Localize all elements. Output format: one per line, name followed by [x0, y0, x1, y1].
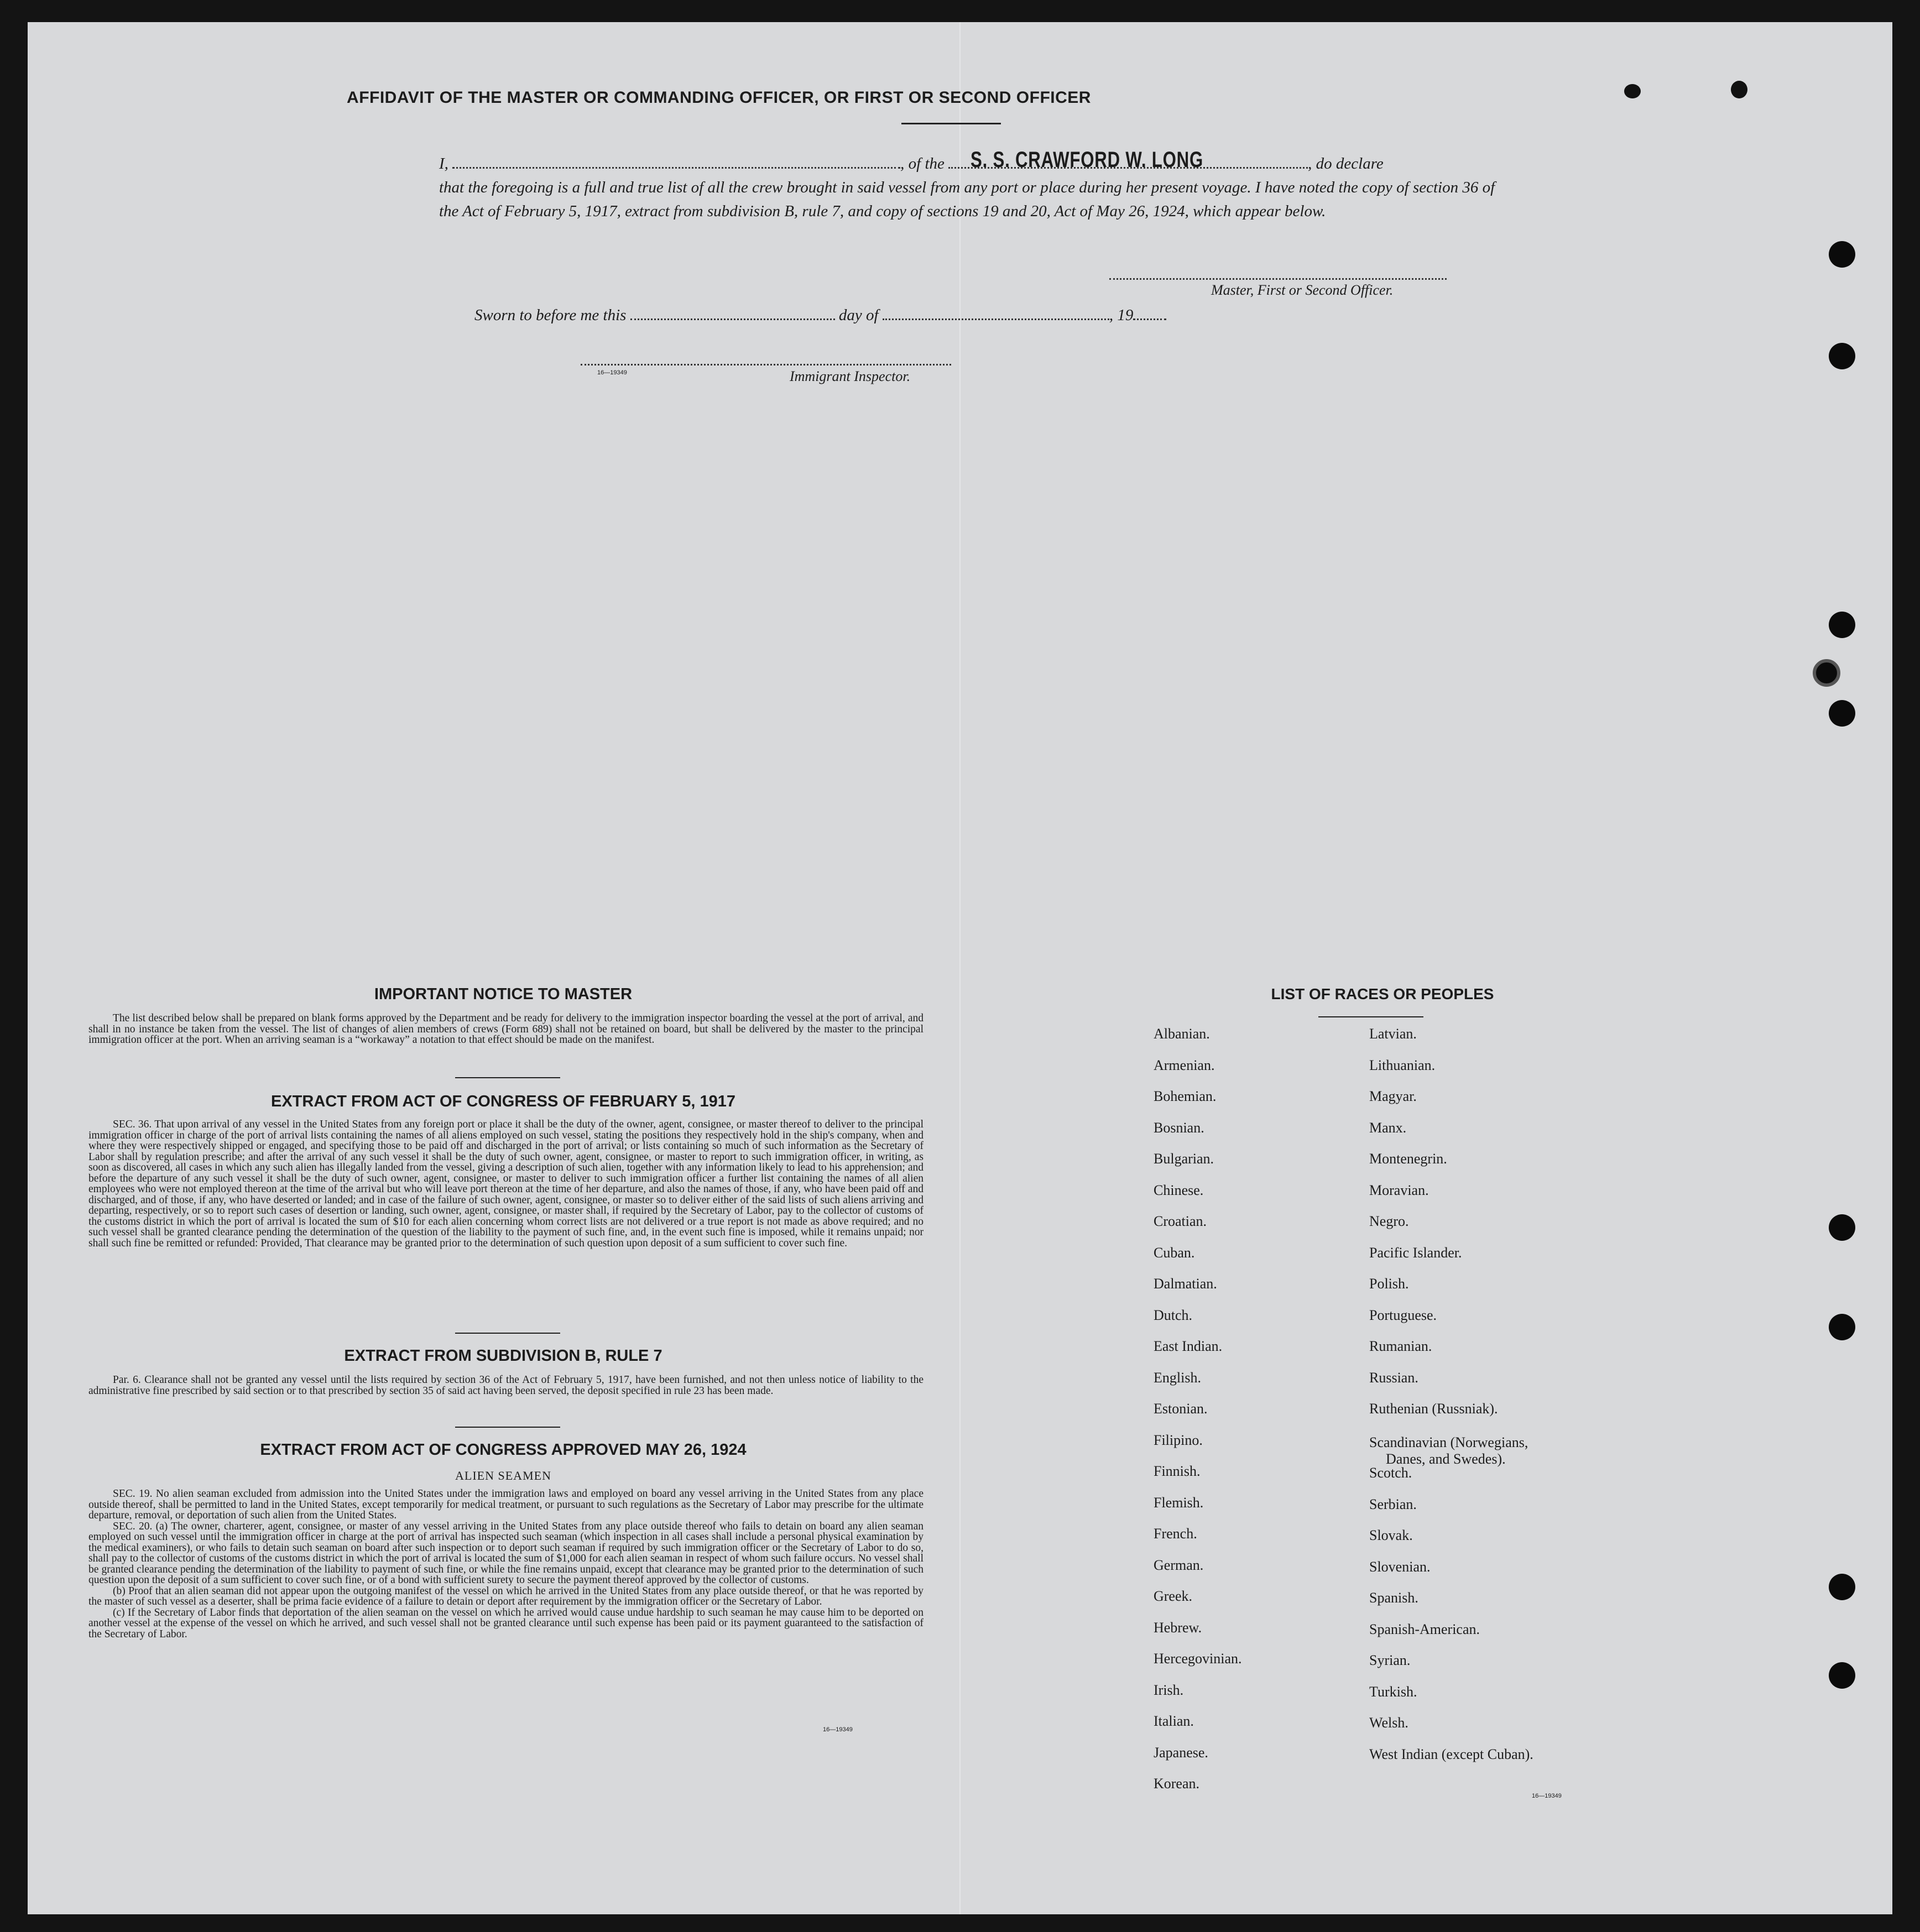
races-title: LIST OF RACES OR PEOPLES: [1271, 985, 1494, 1002]
race-item: Chinese.: [1154, 1182, 1204, 1198]
race-item: Estonian.: [1154, 1401, 1208, 1417]
race-item: Magyar.: [1369, 1088, 1417, 1104]
extract-1917-text: [88, 1119, 924, 1249]
race-item: Flemish.: [1154, 1495, 1204, 1511]
affidavit-body: that the foregoing is a full and true list of all the crew brought in said vessel from any port or place during her present voyage. I have noted the copy of section 36 of the Act of February 5, 1917, extract from subdivision B, rule 7, and copy of sections 19 and 20, Act of May 26, 1924, which appear below.: [439, 179, 1495, 220]
race-item: Finnish.: [1154, 1463, 1201, 1479]
day-of-label: day of: [838, 306, 879, 324]
race-item: Polish.: [1369, 1276, 1409, 1292]
name-field[interactable]: [452, 167, 900, 169]
sec20c-paragraph: (c) If the Secretary of Labor finds that deportation of the alien seaman on the vessel on which he arrived would cause undue hardship to such seaman he may cause him to be deported on another vessel at the expense of the vessel on which he arrived, and such vessel shall not be granted clearance until such expense has been paid or its payment guaranteed to the satisfaction of the Secretary of Labor.: [88, 1606, 924, 1640]
race-item: Slovak.: [1369, 1527, 1413, 1543]
vessel-stamp: S. S. CRAWFORD W. LONG: [971, 148, 1204, 172]
race-item: Bohemian.: [1154, 1088, 1217, 1104]
race-item: Manx.: [1369, 1120, 1407, 1136]
declaration-line: [439, 148, 1501, 176]
race-item: Dutch.: [1154, 1307, 1193, 1323]
sec20b-paragraph: (b) Proof that an alien seaman did not appear upon the outgoing manifest of the vessel on which he arrived in the United States from any place outside thereof, or that he was reported by the master of such vessel as a deserter, shall be prima facie evidence of a failure to detain or deport after requirement by the immigration officer or the Secretary of Labor.: [88, 1585, 924, 1607]
race-item: Albanian.: [1154, 1026, 1210, 1042]
race-item: Scotch.: [1369, 1465, 1412, 1481]
of-the-label: , of the: [900, 155, 945, 173]
inspector-caption: Immigrant Inspector.: [790, 368, 911, 384]
race-item: Armenian.: [1154, 1057, 1215, 1073]
race-item: Lithuanian.: [1369, 1057, 1436, 1073]
sworn-label: Sworn to before me this: [474, 306, 627, 324]
section-divider: [455, 1077, 560, 1078]
race-item: Ruthenian (Russniak).: [1369, 1401, 1498, 1417]
race-item: French.: [1154, 1526, 1197, 1542]
race-item: Filipino.: [1154, 1432, 1203, 1448]
race-item: German.: [1154, 1557, 1204, 1573]
affidavit-text: [439, 148, 1501, 223]
sworn-month-field[interactable]: [883, 318, 1109, 320]
race-item: Montenegrin.: [1369, 1151, 1447, 1167]
race-item: Russian.: [1369, 1370, 1418, 1386]
race-item: Portuguese.: [1369, 1307, 1437, 1323]
i-label: I,: [439, 155, 448, 173]
ink-blot: [1731, 81, 1747, 98]
inspector-signature-line[interactable]: [581, 364, 951, 365]
race-item: Greek.: [1154, 1588, 1193, 1604]
race-item: Hebrew.: [1154, 1620, 1202, 1636]
race-item: Negro.: [1369, 1213, 1409, 1229]
race-item: East Indian.: [1154, 1338, 1223, 1354]
race-item: Welsh.: [1369, 1715, 1408, 1731]
race-item: Syrian.: [1369, 1652, 1411, 1668]
binder-hole: [1829, 1314, 1855, 1340]
race-item: Italian.: [1154, 1713, 1194, 1729]
race-item: Bulgarian.: [1154, 1151, 1214, 1167]
race-item: Bosnian.: [1154, 1120, 1204, 1136]
race-item: Rumanian.: [1369, 1338, 1432, 1354]
do-declare-label: , do declare: [1308, 155, 1384, 173]
rule-7-title: EXTRACT FROM SUBDIVISION B, RULE 7: [344, 1347, 662, 1365]
alien-seamen-subtitle: ALIEN SEAMEN: [455, 1469, 551, 1482]
race-item: Scandinavian (Norwegians,: [1369, 1434, 1528, 1450]
races-title-rule: [1318, 1016, 1423, 1017]
race-item: Danes, and Swedes).: [1386, 1451, 1506, 1467]
form-number: 16—19349: [823, 1726, 853, 1733]
document-sheet: [28, 22, 1892, 1914]
section-divider: [455, 1333, 560, 1334]
race-item: Latvian.: [1369, 1026, 1417, 1042]
binder-hole: [1829, 612, 1855, 638]
race-item: Turkish.: [1369, 1684, 1417, 1700]
binder-hole: [1829, 1214, 1855, 1241]
race-item: Spanish-American.: [1369, 1621, 1480, 1637]
extract-1924-text: [88, 1489, 924, 1639]
race-item: Dalmatian.: [1154, 1276, 1217, 1292]
extract-1924-title: EXTRACT FROM ACT OF CONGRESS APPROVED MAY 26, 1924: [260, 1441, 747, 1459]
race-item: West Indian (except Cuban).: [1369, 1746, 1533, 1762]
race-item: Pacific Islander.: [1369, 1245, 1462, 1261]
binder-hole: [1829, 1574, 1855, 1600]
extract-1917-title: EXTRACT FROM ACT OF CONGRESS OF FEBRUARY 5, 1917: [270, 1093, 736, 1110]
race-item: Spanish.: [1369, 1590, 1418, 1606]
race-item: Moravian.: [1369, 1182, 1429, 1198]
officer-caption: Master, First or Second Officer.: [1211, 282, 1394, 298]
sworn-line: [474, 306, 1166, 325]
race-item: Slovenian.: [1369, 1559, 1431, 1575]
race-item: Irish.: [1154, 1682, 1184, 1698]
race-item: Korean.: [1154, 1776, 1200, 1792]
form-number: 16—19349: [1532, 1793, 1562, 1799]
race-item: Cuban.: [1154, 1245, 1195, 1261]
affidavit-title: AFFIDAVIT OF THE MASTER OR COMMANDING OFFICER, OR FIRST OR SECOND OFFICER: [347, 88, 1091, 107]
notice-title: IMPORTANT NOTICE TO MASTER: [374, 985, 633, 1003]
rule-7-text: [88, 1375, 924, 1396]
sworn-year-field[interactable]: [1133, 318, 1166, 320]
ink-blot: [1624, 84, 1641, 98]
race-item: Serbian.: [1369, 1496, 1417, 1512]
title-rule: [901, 123, 1001, 124]
form-number: 16—19349: [597, 369, 627, 376]
year-prefix: , 19: [1109, 306, 1134, 324]
binder-hole: [1813, 659, 1840, 687]
binder-hole: [1829, 700, 1855, 727]
sec36-paragraph: SEC. 36. That upon arrival of any vessel in the United States from any foreign port or place it shall be the duty of the owner, agent, consignee, or master thereof to deliver to the principal immigration officer in charge of the port of arrival lists containing the names of all aliens employed on such vessel, stating the positions they respectively hold in the ship's company, when and where they were respectively shipped or engaged, and specifying those to be paid off and discharged in the port of arrival; or lists containing so much of such information as the Secretary of Labor shall by regulation prescribe; and after the arrival of any such vessel it shall be the duty of such owner, agent, consignee, or master to report to such immigration officer, in writing, as soon as discovered, all cases in which any such alien has illegally landed from the vessel, giving a description of such alien, together with any information likely to lead to his apprehension; and before the departure of any such vessel it shall be the duty of such owner, agent, consignee, or master to deliver to such immigration officer a further list containing the names of all alien employees who were not employed thereon at the time of the arrival but who will leave port thereon at the time of her departure, and also the names of those, if any, who have been paid off and discharged, and of those, if any, who have deserted or landed; and in case of the failure of such owner, agent, consignee, or master so to deliver either of the said lists of such aliens arriving and departing, respectively, or so to report such cases of desertion or landing, such owner, agent, consignee, or master shall, if required by the Secretary of Labor, pay to the collector of customs of the customs district in which the port of arrival is located the sum of $10 for each alien concerning whom correct lists are not delivered or a true report is not made as above required; and no such vessel shall be granted clearance pending the determination of the question of the liability to the payment of such fine, and, in the event such fine is imposed, while it remains unpaid; nor shall such fine be remitted or refunded: Provided, That clearance may be granted prior to the determination of such question upon deposit of a sum sufficient to cover such fine.: [88, 1119, 924, 1249]
race-item: Croatian.: [1154, 1213, 1207, 1229]
officer-signature-line[interactable]: [1109, 278, 1447, 280]
sec19-paragraph: SEC. 19. No alien seaman excluded from admission into the United States under the immigration laws and employed on board any vessel arriving in the United States from any place outside thereof, shall be permitted to land in the United States, except temporarily for medical treatment, or pursuant to such regulations as the Secretary of Labor may prescribe for the ultimate departure, removal, or deportation of such alien from the United States.: [88, 1488, 924, 1521]
notice-paragraph: The list described below shall be prepared on blank forms approved by the Department and be ready for delivery to the immigration inspector boarding the vessel at the port of arrival, and shall in no instance be taken from the vessel. The list of changes of alien members of crews (Form 689) shall not be retained on board, but shall be delivered by the master to the principal immigration officer at the port. When an arriving seaman is a “workaway” a notation to that effect should be made on the manifest.: [88, 1012, 924, 1046]
race-item: English.: [1154, 1370, 1201, 1386]
sec20a-paragraph: SEC. 20. (a) The owner, charterer, agent, consignee, or master of any vessel arriving in the United States from any place outside thereof who fails to detain on board any alien seaman employed on such vessel until the immigration officer in charge at the port of arrival has inspected such seaman (which inspection in all cases shall include a personal physical examination by the medical examiners), or who fails to detain such seaman on board after such inspection or to deport such seaman if required by such immigration officer or the Secretary of Labor to do so, shall pay to the collector of customs of the customs district in which the port of arrival is located the sum of $1,000 for each alien seaman in respect of whom such failure occurs. No vessel shall be granted clearance pending the determination of the liability to payment of such fine, or while the fine remains unpaid, except that clearance may be granted prior to the determination of such question upon the deposit of a sum sufficient to cover such fine, or of a bond with sufficient surety to secure the payment thereof approved by the collector of customs.: [88, 1520, 924, 1586]
binder-hole: [1829, 343, 1855, 369]
binder-hole: [1829, 1662, 1855, 1689]
binder-hole: [1829, 241, 1855, 268]
sworn-day-field[interactable]: [630, 318, 835, 320]
section-divider: [455, 1427, 560, 1428]
notice-text: [88, 1013, 924, 1046]
vessel-field[interactable]: [948, 148, 1308, 172]
race-item: Hercegovinian.: [1154, 1651, 1242, 1667]
par6-paragraph: Par. 6. Clearance shall not be granted any vessel until the lists required by section 36 of the Act of February 5, 1917, have been furnished, and not then unless notice of liability to the administrative fine prescribed by said section or to that prescribed by section 35 of said act having been served, the deposit specified in rule 23 has been made.: [88, 1374, 924, 1397]
race-item: Japanese.: [1154, 1745, 1208, 1761]
